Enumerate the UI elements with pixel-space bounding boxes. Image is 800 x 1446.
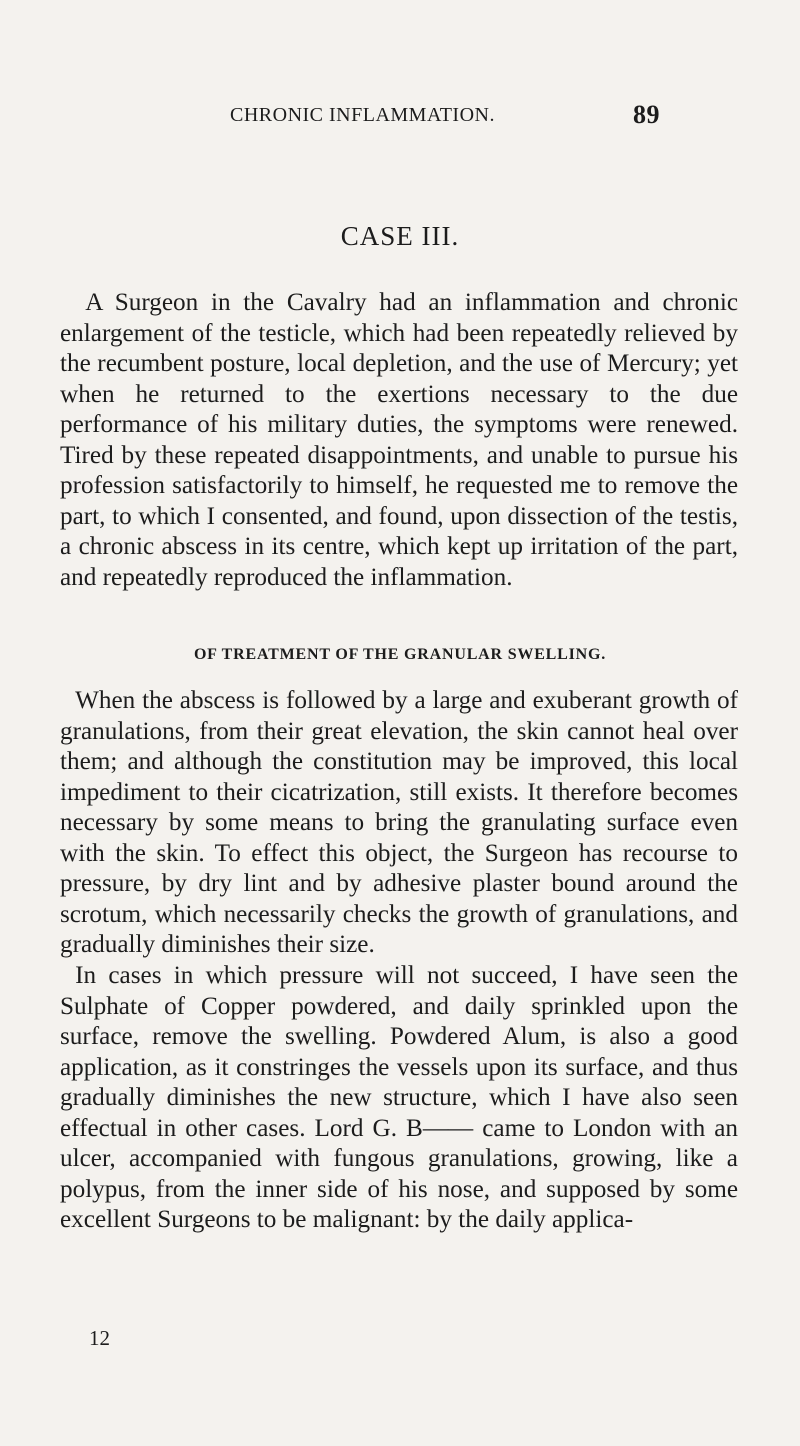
treatment-paragraph-1: When the abscess is followed by a large and exuberant growth of granulations, from their great elevation, the skin cannot heal over them; and although the constitution may be improved, this local impediment to their cicatrization, still exists. It therefore becomes necessary by some means to bring the granulating surface even with the skin. To effect this object, the Surgeon has recourse to pressure, by dry lint and by adhesive plaster bound around the scrotum, which necessarily checks the growth of granulations, and gradually diminishes their size.: [60, 687, 738, 958]
case-heading: CASE III.: [340, 221, 460, 251]
treatment-paragraph-2: In cases in which pressure will not succeed, I have seen the Sulphate of Copper powdered, and daily sprinkled upon the surface, remove the swelling. Powdered Alum, is also a good application, as it constringes the vessels upon its surface, and thus gradually diminishes the new structure, which I have also seen effectual in other cases. Lord G. B—— came to London with an ulcer, accompanied with fungous granulations, growing, like a polypus, from the inner side of his nose, and supposed by some excellent Surgeons to be malignant: by the daily applica-: [60, 962, 738, 1233]
running-header: [230, 100, 660, 134]
case-paragraph: A Surgeon in the Cavalry had an inflammation and chronic enlargement of the testicle, which had been repeatedly relieved by the recumbent posture, local depletion, and the use of Mercury; yet when he returned to the exertions necessary to the due performance of his military duties, the symptoms were renewed. Tired by these repeated disappointments, and unable to pursue his profession satisfactorily to himself, he requested me to remove the part, to which I consented, and found, upon dissection of the testis, a chronic abscess in its centre, which kept up irritation of the part, and repeatedly reproduced the inflammation.: [60, 289, 738, 591]
section-heading: OF TREATMENT OF THE GRANULAR SWELLING.: [193, 646, 607, 663]
signature-mark: 12: [89, 1326, 110, 1350]
running-title: CHRONIC INFLAMMATION.: [230, 104, 495, 126]
page-number: 89: [633, 100, 660, 129]
